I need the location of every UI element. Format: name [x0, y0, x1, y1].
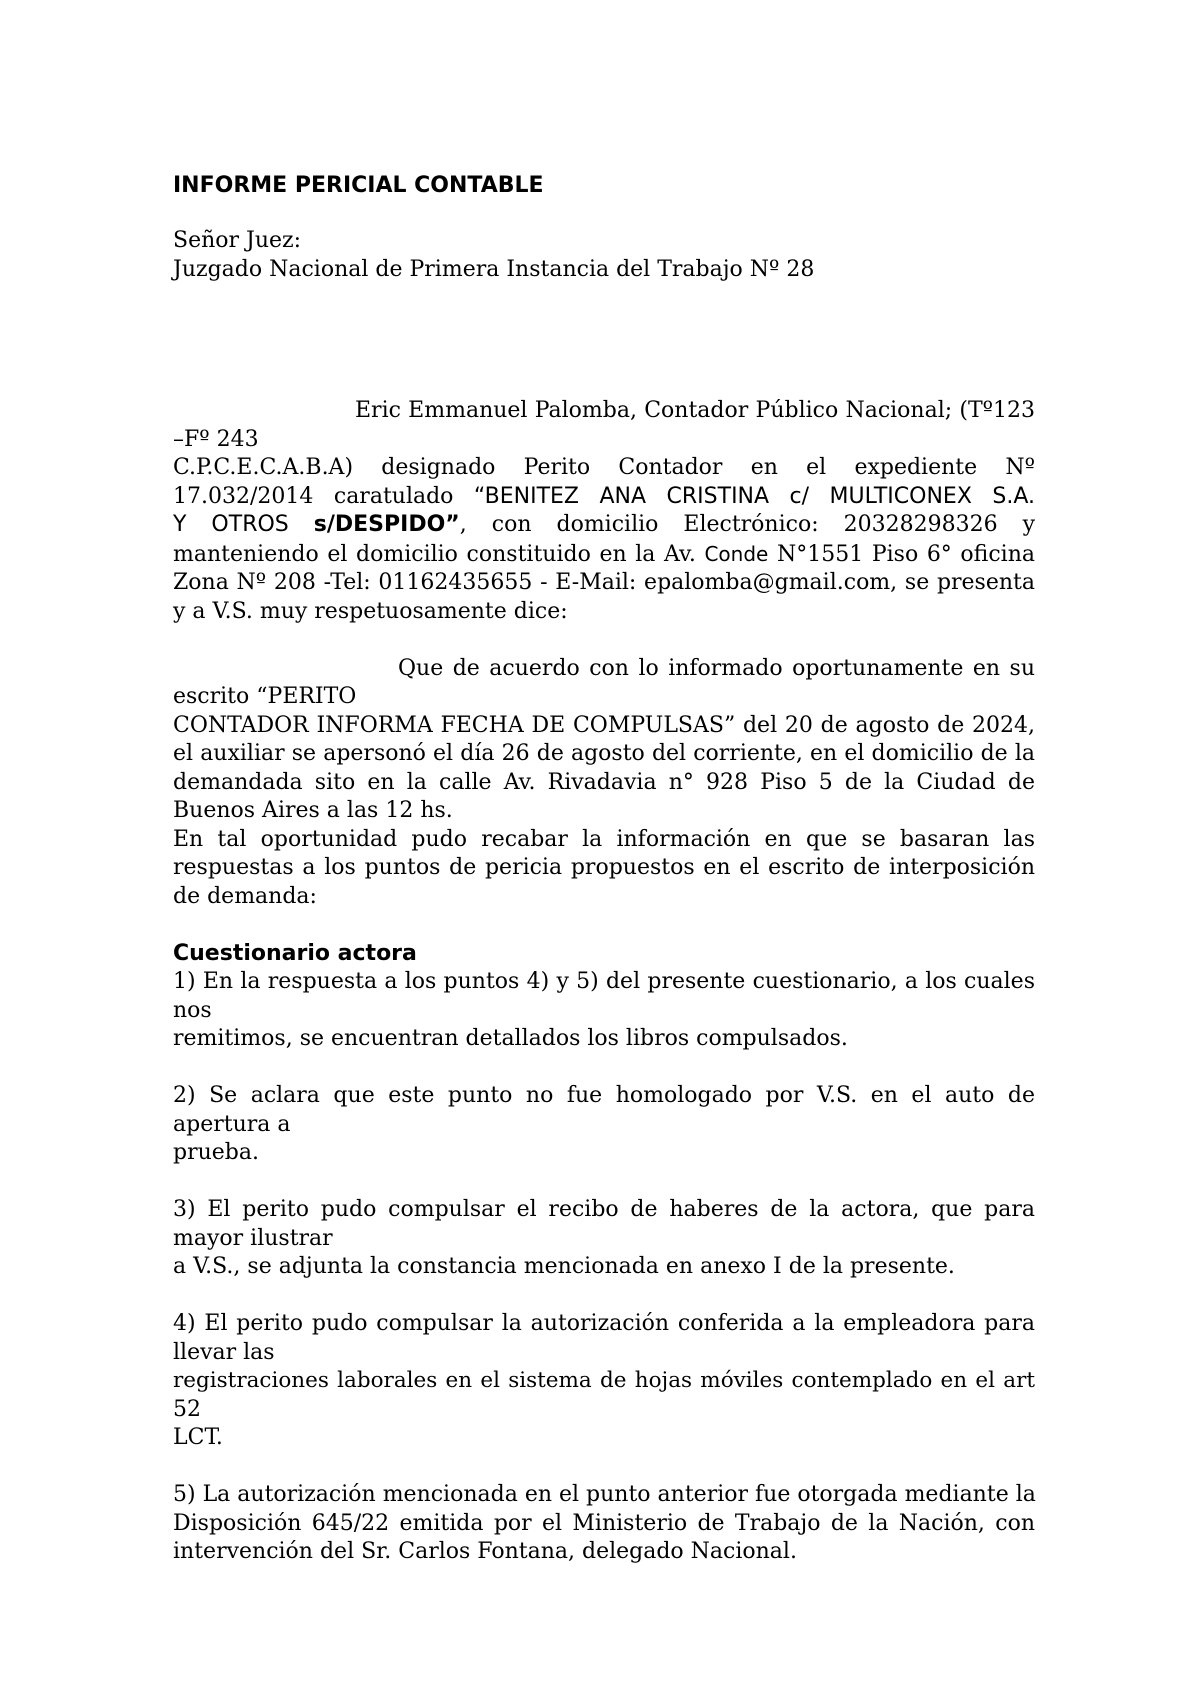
- text-line: 4) El perito pudo compulsar la autorización conferida a la empleadora para: [173, 1311, 1035, 1336]
- case-title-text: “BENITEZ ANA CRISTINA c/ MULTICONEX S.A.: [473, 483, 1035, 509]
- text-line: mayor ilustrar: [173, 1225, 333, 1251]
- text-line: respuestas a los puntos de pericia propuestos en el escrito de interposición: [173, 855, 1035, 880]
- text-line: CONTADOR INFORMA FECHA DE COMPULSAS” del 20 de agosto de 2024,: [173, 712, 1035, 738]
- questionnaire-item-4: [173, 1310, 1035, 1453]
- street-name: Conde: [704, 541, 769, 566]
- text-line: llevar las: [173, 1339, 275, 1365]
- case-number-text: 17.032/2014 caratulado: [173, 483, 474, 509]
- text-line: intervención del Sr. Carlos Fontana, delegado Nacional.: [173, 1539, 797, 1564]
- text-line: [173, 540, 1035, 570]
- addressee-line: Juzgado Nacional de Primera Instancia del Trabajo Nº 28: [173, 256, 815, 282]
- text-line: C.P.C.E.C.A.B.A) designado Perito Contador en el expediente Nº: [173, 455, 1035, 480]
- text-line: a V.S., se adjunta la constancia mencionada en anexo I de la presente.: [173, 1254, 955, 1279]
- text-line: 1) En la respuesta a los puntos 4) y 5) del presente cuestionario, a los cuales: [173, 969, 1035, 994]
- text-line: [173, 483, 1035, 512]
- text-line: de demanda:: [173, 883, 317, 909]
- text-line: 5) La autorización mencionada en el punto anterior fue otorgada mediante la: [173, 1482, 1036, 1507]
- text-line: LCT.: [173, 1425, 223, 1450]
- case-title-text: Y OTROS: [173, 512, 314, 537]
- questionnaire-item-5: [173, 1481, 1035, 1567]
- text-line: 2) Se aclara que este punto no fue homologado por V.S. en el auto de: [173, 1083, 1035, 1108]
- text-line: –Fº 243: [173, 426, 259, 452]
- text-line: escrito “PERITO: [173, 684, 357, 709]
- questionnaire-heading: Cuestionario actora: [173, 940, 417, 966]
- text-line: Eric Emmanuel Palomba, Contador Público Nacional; (Tº123: [355, 398, 1035, 423]
- text-line: Buenos Aires a las 12 hs.: [173, 798, 453, 823]
- compulsa-paragraph: [173, 655, 1035, 912]
- text-line: 3) El perito pudo compulsar el recibo de haberes de la actora, que para: [173, 1197, 1035, 1222]
- text-line: nos: [173, 997, 212, 1023]
- questionnaire-item-2: [173, 1082, 1035, 1168]
- text-line: el auxiliar se apersonó el día 26 de agosto del corriente, en el domicilio de la: [173, 741, 1035, 766]
- text-line: Zona Nº 208 -Tel: 01162435655 - E-Mail: epalomba@gmail.com, se presenta: [173, 570, 1035, 595]
- questionnaire-item-3: [173, 1196, 1035, 1282]
- domicile-text: N°1551 Piso 6° oficina: [768, 541, 1035, 567]
- text-line: registraciones laborales en el sistema de hojas móviles contemplado en el art: [173, 1368, 1035, 1393]
- addressee-line: Señor Juez:: [173, 228, 302, 253]
- domicile-text: , con domicilio Electrónico: 20328298326 y: [459, 512, 1036, 537]
- addressee-block: [173, 227, 814, 284]
- domicile-text: manteniendo el domicilio constituido en la Av.: [173, 541, 705, 567]
- questionnaire-item-1: [173, 968, 1035, 1054]
- text-line: apertura a: [173, 1111, 291, 1137]
- text-line: En tal oportunidad pudo recabar la información en que se basaran las: [173, 826, 1035, 852]
- case-title-bold: s/DESPIDO”: [313, 512, 460, 537]
- text-line: [173, 511, 1035, 540]
- text-line: 52: [173, 1396, 201, 1422]
- text-line: remitimos, se encuentran detallados los libros compulsados.: [173, 1026, 848, 1051]
- text-line: Disposición 645/22 emitida por el Ministerio de Trabajo de la Nación, con: [173, 1510, 1035, 1536]
- text-line: y a V.S. muy respetuosamente dice:: [173, 598, 568, 624]
- text-line: demandada sito en la calle Av. Rivadavia n° 928 Piso 5 de la Ciudad de: [173, 769, 1035, 795]
- document-body: [173, 397, 1035, 1567]
- intro-paragraph: [173, 397, 1035, 626]
- text-line: Que de acuerdo con lo informado oportunamente en su: [398, 655, 1035, 681]
- text-line: prueba.: [173, 1140, 259, 1165]
- document-title: INFORME PERICIAL CONTABLE: [173, 173, 544, 198]
